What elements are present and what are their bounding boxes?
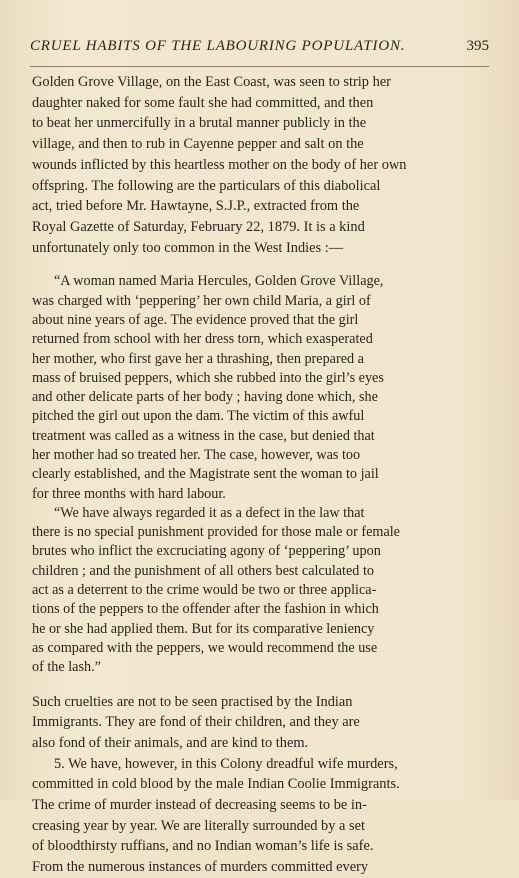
text-line: unfortunately only too common in the West Indies :— — [32, 239, 344, 256]
paragraph-1 — [32, 72, 461, 258]
text-line: her mother, who first gave her a thrashing, then prepared a — [32, 350, 364, 367]
text-line: Immigrants. They are fond of their children, and they are — [32, 714, 360, 731]
page-number: 395 — [466, 38, 489, 54]
quoted-extract — [32, 272, 461, 677]
text-line: Golden Grove Village, on the East Coast, was seen to strip her — [32, 74, 391, 90]
text-line: Such cruelties are not to be seen practised by the Indian — [32, 693, 353, 710]
text-line: daughter naked for some fault she had committed, and then — [32, 94, 374, 111]
text-line: mass of bruised peppers, which she rubbed into the girl’s eyes — [32, 369, 384, 386]
text-line: for three months with hard labour. — [32, 485, 226, 502]
paragraph-3 — [32, 754, 461, 775]
text-line: “We have always regarded it as a defect in the law that — [54, 504, 365, 521]
quote-paragraph-1 — [32, 272, 461, 291]
text-line: of the lash.” — [32, 659, 101, 676]
text-line: act, tried before Mr. Hawtayne, S.J.P., extracted from the — [32, 198, 360, 215]
body-text — [32, 72, 461, 876]
text-line: also fond of their animals, and are kind to them. — [32, 734, 309, 751]
header-rule — [30, 66, 489, 67]
text-line: was charged with ‘peppering’ her own child Maria, a girl of — [32, 292, 371, 309]
text-line: brutes who inflict the excruciating agony of ‘peppering’ upon — [32, 543, 381, 560]
text-line: he or she had applied them. But for its comparative leniency — [32, 620, 375, 637]
paragraph-2 — [32, 692, 461, 754]
text-line: to beat her unmercifully in a brutal manner publicly in the — [32, 115, 367, 132]
text-line: act as a deterrent to the crime would be two or three applica- — [32, 582, 377, 599]
text-line: of bloodthirsty ruffians, and no Indian woman’s life is safe. — [32, 838, 374, 855]
text-line: and other delicate parts of her body ; having done which, she — [32, 389, 378, 406]
quote-paragraph-2 — [32, 504, 461, 523]
text-line: her mother had so treated her. The case, however, was too — [32, 447, 361, 463]
text-line: children ; and the punishment of all others best calculated to — [32, 562, 374, 579]
text-line: committed in cold blood by the male Indian Coolie Immigrants. — [32, 776, 400, 793]
paragraph-3-cont — [32, 774, 461, 878]
text-line: returned from school with her dress torn, which exasperated — [32, 331, 373, 348]
text-line: pitched the girl out upon the dam. The victim of this awful — [32, 408, 365, 425]
text-line: village, and then to rub in Cayenne pepper and salt on the — [32, 136, 364, 153]
text-line: clearly established, and the Magistrate sent the woman to jail — [32, 466, 379, 483]
text-line: From the numerous instances of murders committed every — [32, 859, 369, 876]
text-line: The crime of murder instead of decreasing seems to be in- — [32, 797, 367, 814]
quote-paragraph-1-cont — [32, 292, 461, 504]
text-line: treatment was called as a witness in the case, but denied that — [32, 427, 375, 444]
text-line: as compared with the peppers, we would recommend the use — [32, 639, 378, 656]
text-line: tions of the peppers to the offender after the fashion in which — [32, 601, 379, 618]
text-line: 5. We have, however, in this Colony dreadful wife murders, — [54, 755, 398, 772]
text-line: creasing year by year. We are literally surrounded by a set — [32, 817, 366, 834]
text-line: there is no special punishment provided for those male or female — [32, 524, 400, 541]
text-line: Royal Gazette of Saturday, February 22, 1879. It is a kind — [32, 218, 365, 235]
text-line: about nine years of age. The evidence proved that the girl — [32, 311, 359, 328]
text-line: offspring. The following are the particulars of this diabolical — [32, 177, 381, 194]
text-line: “A woman named Maria Hercules, Golden Grove Village, — [54, 273, 384, 290]
running-head: CRUEL HABITS OF THE LABOURING POPULATION. — [30, 38, 406, 54]
page-header — [30, 38, 489, 60]
text-line: wounds inflicted by this heartless mother on the body of her own — [32, 156, 407, 173]
quote-paragraph-2-cont — [32, 523, 461, 677]
